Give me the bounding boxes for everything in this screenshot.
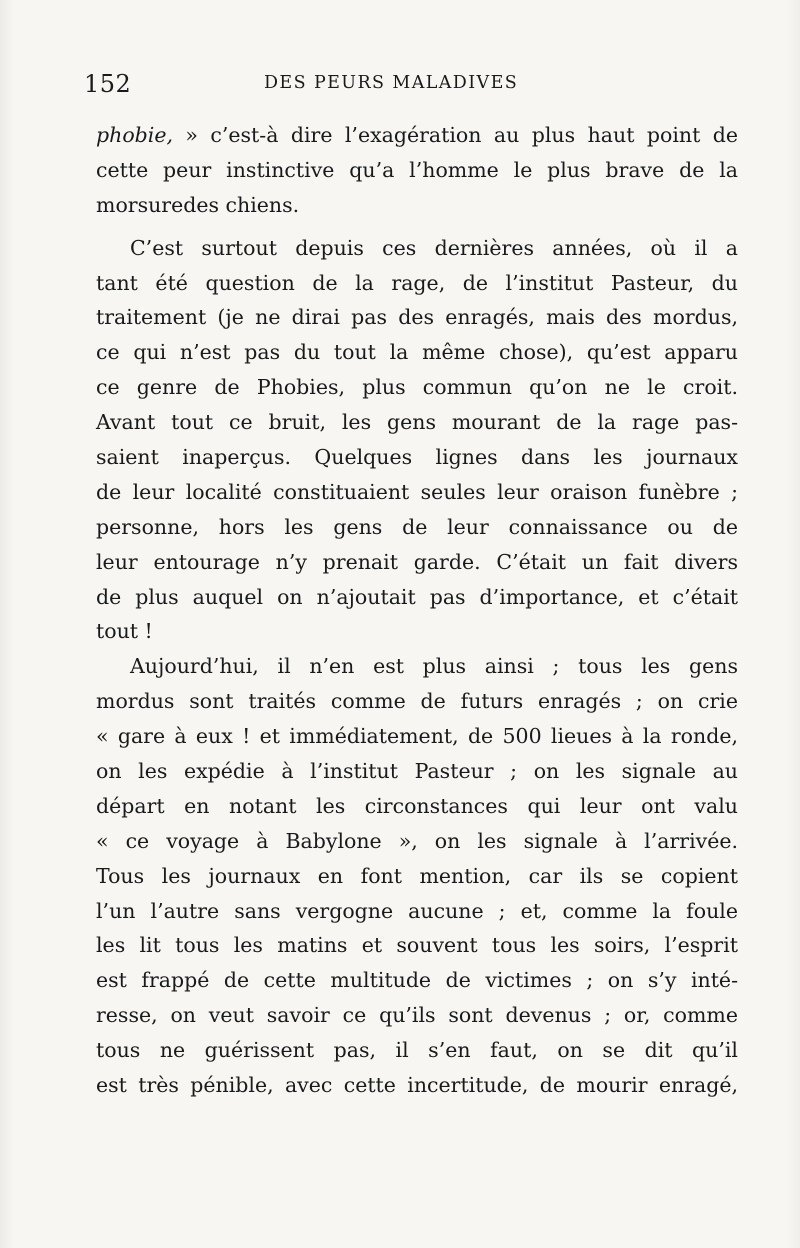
text-line: départ en notant les circonstances qui leur ont valu xyxy=(96,793,738,818)
paragraph xyxy=(96,231,738,650)
body-text xyxy=(96,118,738,1103)
text-line: ce genre de Phobies, plus commun qu’on ne le croit. xyxy=(96,375,738,400)
text-line: C’est surtout depuis ces dernières années, où il a xyxy=(130,235,738,260)
text-line: saient inaperçus. Quelques lignes dans les journaux xyxy=(96,445,738,470)
paragraph-gap xyxy=(96,223,738,231)
text-line: personne, hors les gens de leur connaissance ou de xyxy=(96,514,738,539)
text-line: tant été question de la rage, de l’institut Pasteur, du xyxy=(96,270,738,295)
text-line: « gare à eux ! et immédiatement, de 500 lieues à la ronde, xyxy=(96,724,738,749)
text-line: Avant tout ce bruit, les gens mourant de la rage pas- xyxy=(96,410,738,435)
text-line: traitement (je ne dirai pas des enragés, mais des mordus, xyxy=(96,305,738,330)
text-line: mordus sont traités comme de futurs enragés ; on crie xyxy=(96,689,738,714)
italic-word: phobie, xyxy=(96,123,173,147)
text-line: « ce voyage à Babylone », on les signale à l’arrivée. xyxy=(96,828,738,853)
paragraph xyxy=(96,649,738,1103)
text-line: est très pénible, avec cette incertitude, de mourir enragé, xyxy=(96,1073,738,1098)
text-line: les lit tous les matins et souvent tous les soirs, l’esprit xyxy=(96,933,738,958)
text-line: est frappé de cette multitude de victimes ; on s’y inté- xyxy=(96,968,738,993)
page-number: 152 xyxy=(84,70,132,98)
paragraph xyxy=(96,118,738,223)
page-header xyxy=(84,70,742,104)
text-line: ce qui n’est pas du tout la même chose), qu’est apparu xyxy=(96,340,738,365)
text-line: de leur localité constituaient seules leur oraison funèbre ; xyxy=(96,479,738,504)
text-line: morsuredes chiens. xyxy=(96,192,300,217)
text-line: tous ne guérissent pas, il s’en faut, on se dit qu’il xyxy=(96,1038,738,1063)
text-line: cette peur instinctive qu’a l’homme le plus brave de la xyxy=(96,157,738,182)
text-line: tout ! xyxy=(96,619,153,644)
text-line: de plus auquel on n’ajoutait pas d’importance, et c’était xyxy=(96,584,738,609)
text-line: l’un l’autre sans vergogne aucune ; et, comme la foule xyxy=(96,898,738,923)
text-line: on les expédie à l’institut Pasteur ; on les signale au xyxy=(96,759,738,784)
text-line: leur entourage n’y prenait garde. C’était un fait divers xyxy=(96,549,738,574)
text-line: resse, on veut savoir ce qu’ils sont devenus ; or, comme xyxy=(96,1003,738,1028)
text-line: Tous les journaux en font mention, car ils se copient xyxy=(96,863,738,888)
text-line: Aujourd’hui, il n’en est plus ainsi ; tous les gens xyxy=(130,654,738,679)
line-text: » c’est-à dire l’exagération au plus haut point de xyxy=(173,123,738,147)
text-line xyxy=(96,118,738,153)
running-head: DES PEURS MALADIVES xyxy=(264,73,519,93)
